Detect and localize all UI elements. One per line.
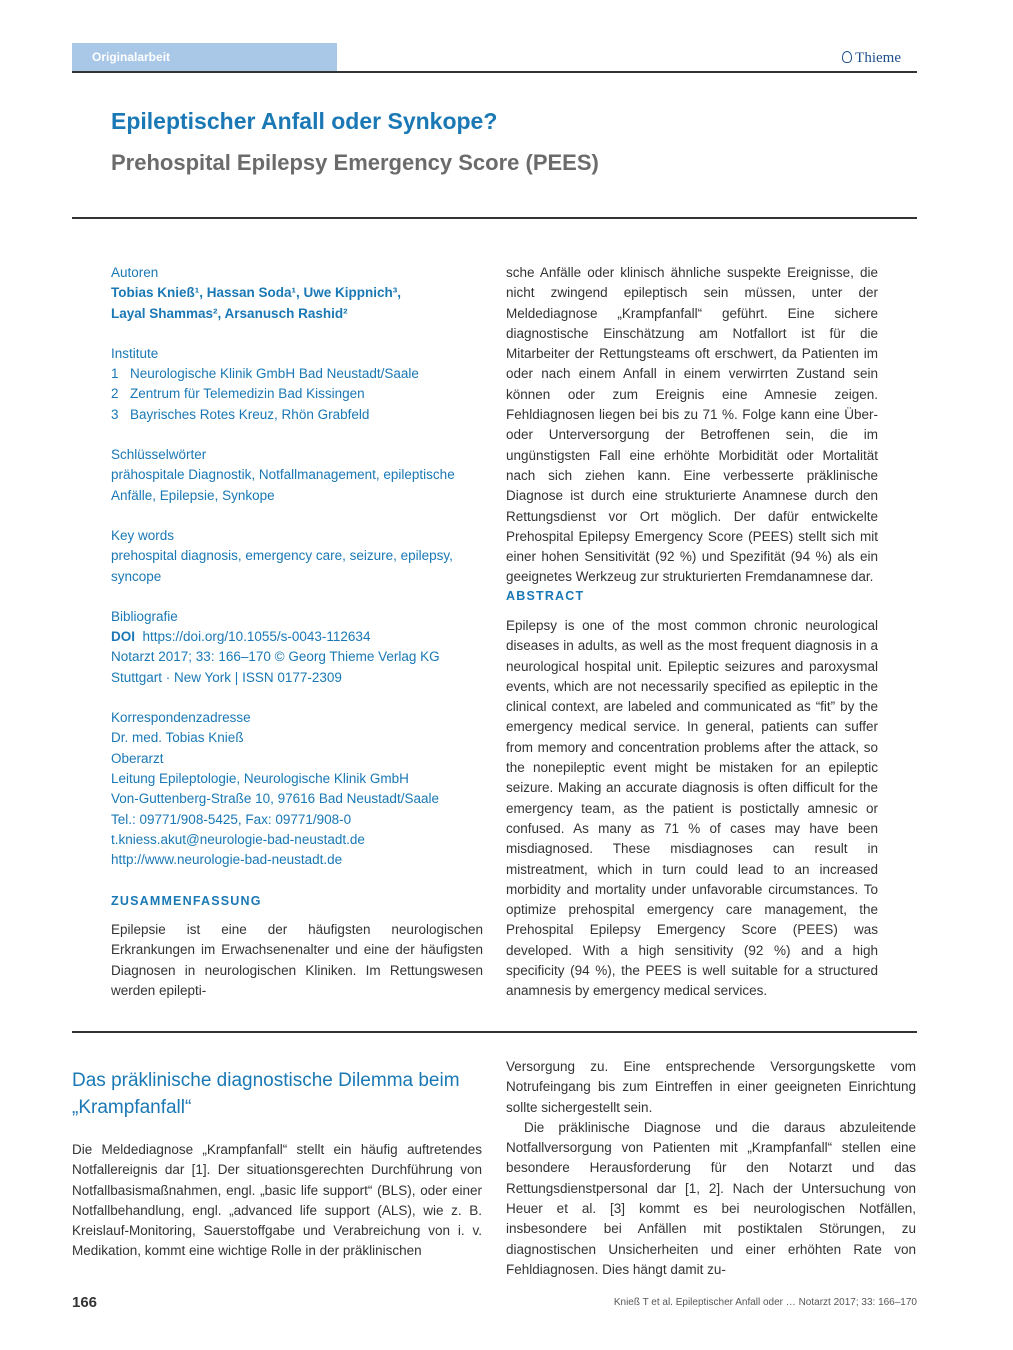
- page-number: 166: [72, 1294, 98, 1311]
- bibliography-block: [111, 607, 483, 688]
- correspondence-email[interactable]: t.kniess.akut@neurologie-bad-neustadt.de: [111, 831, 365, 847]
- article-title: Epileptischer Anfall oder Synkope?: [111, 108, 498, 134]
- keywords-de-block: [111, 445, 483, 506]
- section-body-right: [506, 1057, 916, 1280]
- correspondence-department: Leitung Epileptologie, Neurologische Klinik GmbH: [111, 770, 409, 786]
- institutes-block: [111, 344, 483, 425]
- section-body-left: Die Meldediagnose „Krampfanfall“ stellt ein häufig auftretendes Notfallereignis dar [1]. Der situationsgerechten Durchführung von Notfallbasismaßnahmen, engl. „basic life support“ (BLS), oder einer Notfallbehandlung, engl. „advanced life support (ALS), wie z. B. Kreislauf-Monitoring, Sauerstoffgabe und Verabreichung von i. v. Medikation, kommt eine wichtige Rolle in der präklinischen: [72, 1142, 482, 1259]
- paragraph: Versorgung zu. Eine entsprechende Versorgungskette vom Notrufeingang bis zum Eintreffen in einer geeigneten Einrichtung sollte sichergestellt sein.: [506, 1059, 916, 1115]
- abstract-heading: ABSTRACT: [506, 589, 585, 603]
- institutes-heading: Institute: [111, 345, 159, 361]
- zusammenfassung-text: Epilepsie ist eine der häufigsten neurologischen Erkrankungen im Erwachsenenalter und eine der häufigsten Diagnosen in neurologischen Kliniken. Im Rettungswesen werden epilepti-: [111, 922, 483, 998]
- institute-number: 2: [111, 386, 119, 402]
- article-category-label: Originalarbeit: [72, 43, 337, 71]
- keywords-en: prehospital diagnosis, emergency care, seizure, epilepsy, syncope: [111, 548, 453, 584]
- doi-link[interactable]: https://doi.org/10.1055/s-0043-112634: [142, 629, 371, 645]
- institute-name: Bayrisches Rotes Kreuz, Rhön Grabfeld: [130, 406, 370, 422]
- authors-line-2: Layal Shammas², Arsanusch Rashid²: [111, 305, 348, 321]
- header-divider: [72, 71, 917, 73]
- doi-label: DOI: [111, 629, 136, 645]
- zusammenfassung-heading: ZUSAMMENFASSUNG: [111, 894, 262, 908]
- authors-block: [111, 263, 483, 324]
- correspondence-heading: Korrespondenzadresse: [111, 710, 251, 726]
- keywords-de: prähospitale Diagnostik, Notfallmanagement, epileptische Anfälle, Epilepsie, Synkope: [111, 467, 455, 503]
- keywords-en-block: [111, 526, 483, 587]
- institute-number: 3: [111, 406, 119, 422]
- keywords-en-heading: Key words: [111, 527, 175, 543]
- zusammenfassung-continued: sche Anfälle oder klinisch ähnliche suspekte Ereignisse, die nicht zwingend epileptisch sein müssen, unter der Meldediagnose „Krampfanfall“ geführt. Eine sichere diagnostische Einschätzung am Notfallort ist für die Mitarbeiter der Rettungsteams oft erschwert, da Patienten im oder nach einem Anfall in einem verwirrten Zustand sein können oder zum Ereignis eine Amnesie zeigen. Fehldiagnosen liegen bei bis zu 71 %. Folge kann eine Über- oder Unterversorgung der Betroffenen sein, die im ungünstigsten Fall eine erhöhte Morbidität oder Mortalität nach sich ziehen kann. Eine verbesserte präklinische Diagnose ist durch eine strukturierte Anamnese durch den Rettungsdienst vor Ort möglich. Der dafür entwickelte Prehospital Epilepsy Emergency Score (PEES) stellt sich mit einer hohen Sensitivität (92 %) und Spezifität (94 %) als ein geeignetes Werkzeug zur strukturierten Fremdanamnese dar.: [506, 265, 878, 585]
- institute-item: [111, 364, 483, 384]
- paragraph: Die präklinische Diagnose und die daraus abzuleitende Notfallversorgung von Patienten mit „Krampfanfall“ stellen eine besondere Herausforderung für den Notarzt und das Rettungsdienstpersonal dar [1, 2]. Nach der Untersuchung von Heuer et al. [3] kommt es bei neurologischen Notfällen, insbesondere bei Anfällen mit postiktalen Störungen, zu diagnostischen Unsicherheiten und einer erhöhten Rate von Fehldiagnosen. Dies hängt damit zu-: [506, 1119, 916, 1277]
- institute-name: Zentrum für Telemedizin Bad Kissingen: [130, 386, 365, 402]
- correspondence-address: Von-Guttenberg-Straße 10, 97616 Bad Neustadt/Saale: [111, 791, 439, 807]
- correspondence-block: [111, 708, 483, 870]
- correspondence-website[interactable]: http://www.neurologie-bad-neustadt.de: [111, 852, 343, 868]
- doi-line: [111, 627, 483, 647]
- correspondence-phone: Tel.: 09771/908-5425, Fax: 09771/908-0: [111, 811, 352, 827]
- footer-citation: Knieß T et al. Epileptischer Anfall oder … Notarzt 2017; 33: 166–170: [613, 1297, 917, 1308]
- institute-item: [111, 384, 483, 404]
- publisher-name: Thieme: [855, 50, 901, 66]
- abstract-text: Epilepsy is one of the most common chronic neurological diseases in adults, as well as the most frequent diagnosis in a neurological hospital unit. Epileptic seizures and paroxysmal events, which are not necessarily specified as epileptic in the clinical context, are labeled and communicated as “fit” by the emergency medical service. In general, patients can suffer from memory and concentration problems after the attack, so the nonepileptic event might be mistaken for an epileptic seizure. Making an accurate diagnosis is often difficult for the emergency team, as the patient is postictally amnesic or confused. As many as 71 % of cases may have been misdiagnosed. These misdiagnoses can result in mistreatment, which in turn could lead to an increased morbidity and mortality under unfavorable circumstances. To optimize prehospital emergency care management, the Prehospital Epilepsy Emergency Score (PEES) was developed. With a high sensitivity (92 %) and a high specificity (94 %), the PEES is well suitable for a structured anamnesis by emergency medical services.: [506, 618, 878, 999]
- institute-name: Neurologische Klinik GmbH Bad Neustadt/Saale: [130, 366, 419, 382]
- authors-line-1: Tobias Knieß¹, Hassan Soda¹, Uwe Kippnich³,: [111, 285, 402, 301]
- article-metadata: [111, 263, 483, 890]
- body-divider: [72, 1031, 917, 1033]
- thieme-logo-icon: [842, 51, 852, 63]
- section-heading: Das präklinische diagnostische Dilemma beim „Krampfanfall“: [72, 1070, 460, 1118]
- institute-number: 1: [111, 366, 119, 382]
- article-subtitle: Prehospital Epilepsy Emergency Score (PEES): [111, 150, 599, 175]
- correspondence-position: Oberarzt: [111, 750, 164, 766]
- institute-item: [111, 405, 483, 425]
- citation-info: Notarzt 2017; 33: 166–170 © Georg Thieme Verlag KG Stuttgart · New York | ISSN 0177-2309: [111, 649, 440, 685]
- title-divider: [72, 217, 917, 219]
- correspondence-name: Dr. med. Tobias Knieß: [111, 730, 244, 746]
- bibliography-heading: Bibliografie: [111, 608, 178, 624]
- publisher-logo: [842, 50, 901, 67]
- authors-heading: Autoren: [111, 265, 159, 280]
- keywords-de-heading: Schlüsselwörter: [111, 447, 207, 463]
